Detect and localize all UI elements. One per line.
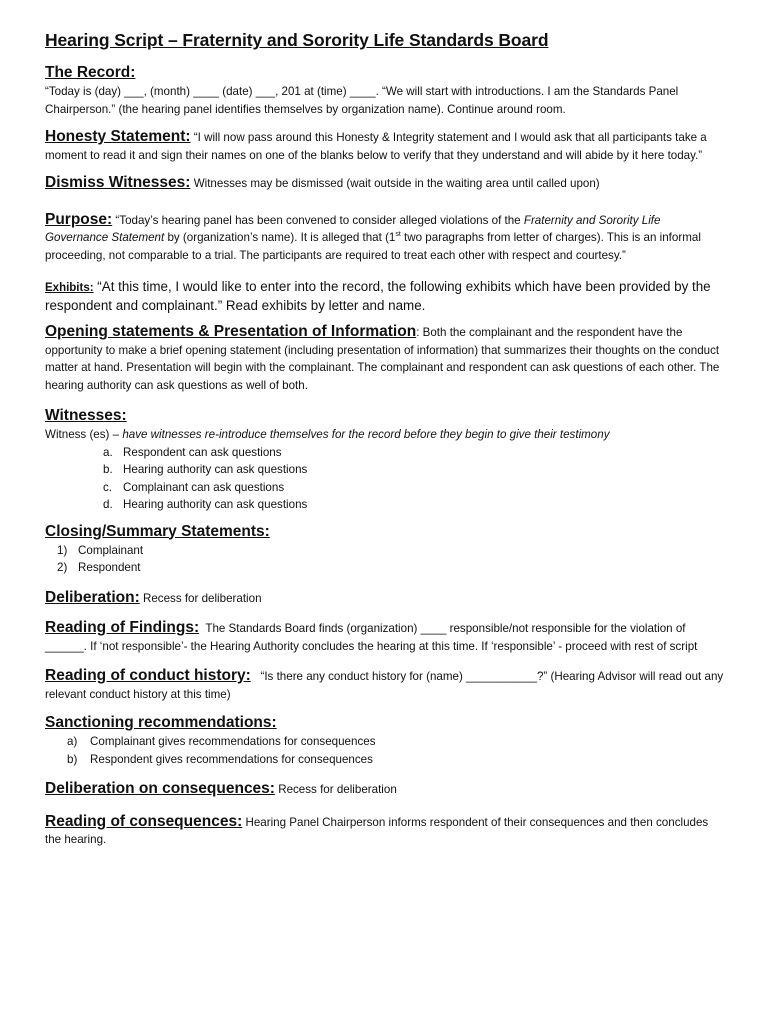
dismiss-section [45, 174, 725, 193]
witnesses-heading: Witnesses: [45, 407, 127, 424]
list-item: d. Hearing authority can ask questions [103, 498, 308, 511]
reading-consequences-section [45, 813, 725, 849]
purpose-text-b: by (organization’s name). It is alleged that (1 [164, 231, 396, 244]
delib-consequences-text: Recess for deliberation [274, 783, 397, 796]
list-item: 2) Respondent [57, 561, 141, 574]
honesty-section [45, 128, 725, 164]
deliberation-heading: Deliberation: [45, 588, 140, 606]
closing-heading: Closing/Summary Statements: [45, 522, 270, 540]
purpose-sup: st [395, 231, 401, 239]
history-text: “Is there any conduct history for (name) ___________?” (Hearing Advisor will read out any relevant conduct history at this time) [45, 670, 727, 701]
findings-section [45, 619, 725, 655]
exhibits-text: “At this time, I would like to enter into the record, the following exhibits which have been provided by the respondent and complainant.” Read exhibits by letter and name. [45, 279, 711, 313]
list-item: a) Complainant gives recommendations for consequences [67, 735, 376, 748]
list-item: b. Hearing authority can ask questions [103, 463, 308, 476]
witnesses-intro-italic: have witnesses re-introduce themselves for the record before they begin to give their testimony [122, 428, 610, 441]
delib-consequences-heading: Deliberation on consequences: [45, 780, 275, 797]
honesty-heading: Honesty Statement: [45, 128, 191, 145]
honesty-text: “I will now pass around this Honesty & Integrity statement and I would ask that all participants take a moment to read it and sign their names on one of the blanks below to verify that they understand and will abide by it here today.” [45, 131, 707, 162]
purpose-italic: Fraternity and Sorority Life Governance Statement [45, 213, 661, 244]
exhibits-section [45, 278, 725, 315]
exhibits-heading: Exhibits: [45, 282, 94, 294]
delib-consequences-section [45, 780, 725, 799]
sanctioning-list [45, 733, 725, 768]
purpose-text-c: two paragraphs from letter of charges). This is an informal proceeding, not comparable to a trial. The participants are required to treat each other with respect and courtesy.” [45, 231, 701, 262]
purpose-section [45, 211, 725, 265]
list-item: b) Respondent gives recommendations for consequences [67, 752, 373, 766]
list-item: a. Respondent can ask questions [103, 445, 282, 459]
history-heading: Reading of conduct history: [45, 667, 251, 684]
witnesses-list [45, 444, 725, 514]
dismiss-text: Witnesses may be dismissed (wait outside in the waiting area until called upon) [193, 177, 600, 190]
closing-list [45, 542, 725, 577]
record-text: “Today is (day) ___, (month) ____ (date) ___, 201 at (time) ____. “We will start with introductions. I am the Standards Panel Chairperson.” (the hearing panel identifies themselves by organization name). Continue around room. [45, 85, 679, 116]
findings-heading: Reading of Findings: [45, 619, 200, 636]
list-item: c. Complainant can ask questions [103, 480, 285, 494]
opening-section [45, 323, 725, 394]
deliberation-text: Recess for deliberation [139, 591, 262, 605]
dismiss-heading: Dismiss Witnesses: [45, 174, 191, 191]
witnesses-intro: Witness (es) – [45, 428, 123, 441]
deliberation-section [45, 589, 725, 608]
closing-section [45, 522, 725, 577]
history-section [45, 667, 725, 703]
opening-text: : Both the complainant and the respondent have the opportunity to make a brief opening statement (including presentation of information) that summarizes their thoughts on the conduct matter at hand. Presentation will begin with the complainant. The complainant and respondent can ask questions of each other. The hearing authority can ask questions as well of both. [45, 326, 720, 392]
record-section [45, 63, 725, 118]
reading-consequences-heading: Reading of consequences: [45, 812, 243, 830]
list-item: 1) Complainant [57, 543, 144, 557]
purpose-heading: Purpose: [45, 210, 113, 228]
document-title: Hearing Script – Fraternity and Sorority Life Standards Board [45, 30, 549, 50]
witnesses-section [45, 406, 725, 514]
record-heading: The Record: [45, 64, 136, 81]
sanctioning-heading: Sanctioning recommendations: [45, 714, 277, 731]
findings-text: The Standards Board finds (organization) ____ responsible/not responsible for the violation of ______. If ‘not responsible’- the Hearing Authority concludes the hearing at this time. If ‘responsible’ - proceed with rest of script [45, 622, 698, 653]
opening-heading: Opening statements & Presentation of Information [45, 323, 417, 340]
sanctioning-section [45, 713, 725, 768]
reading-consequences-text: Hearing Panel Chairperson informs respondent of their consequences and then concludes the hearing. [45, 815, 709, 846]
purpose-text-a: “Today’s hearing panel has been convened to consider alleged violations of the [115, 213, 524, 227]
